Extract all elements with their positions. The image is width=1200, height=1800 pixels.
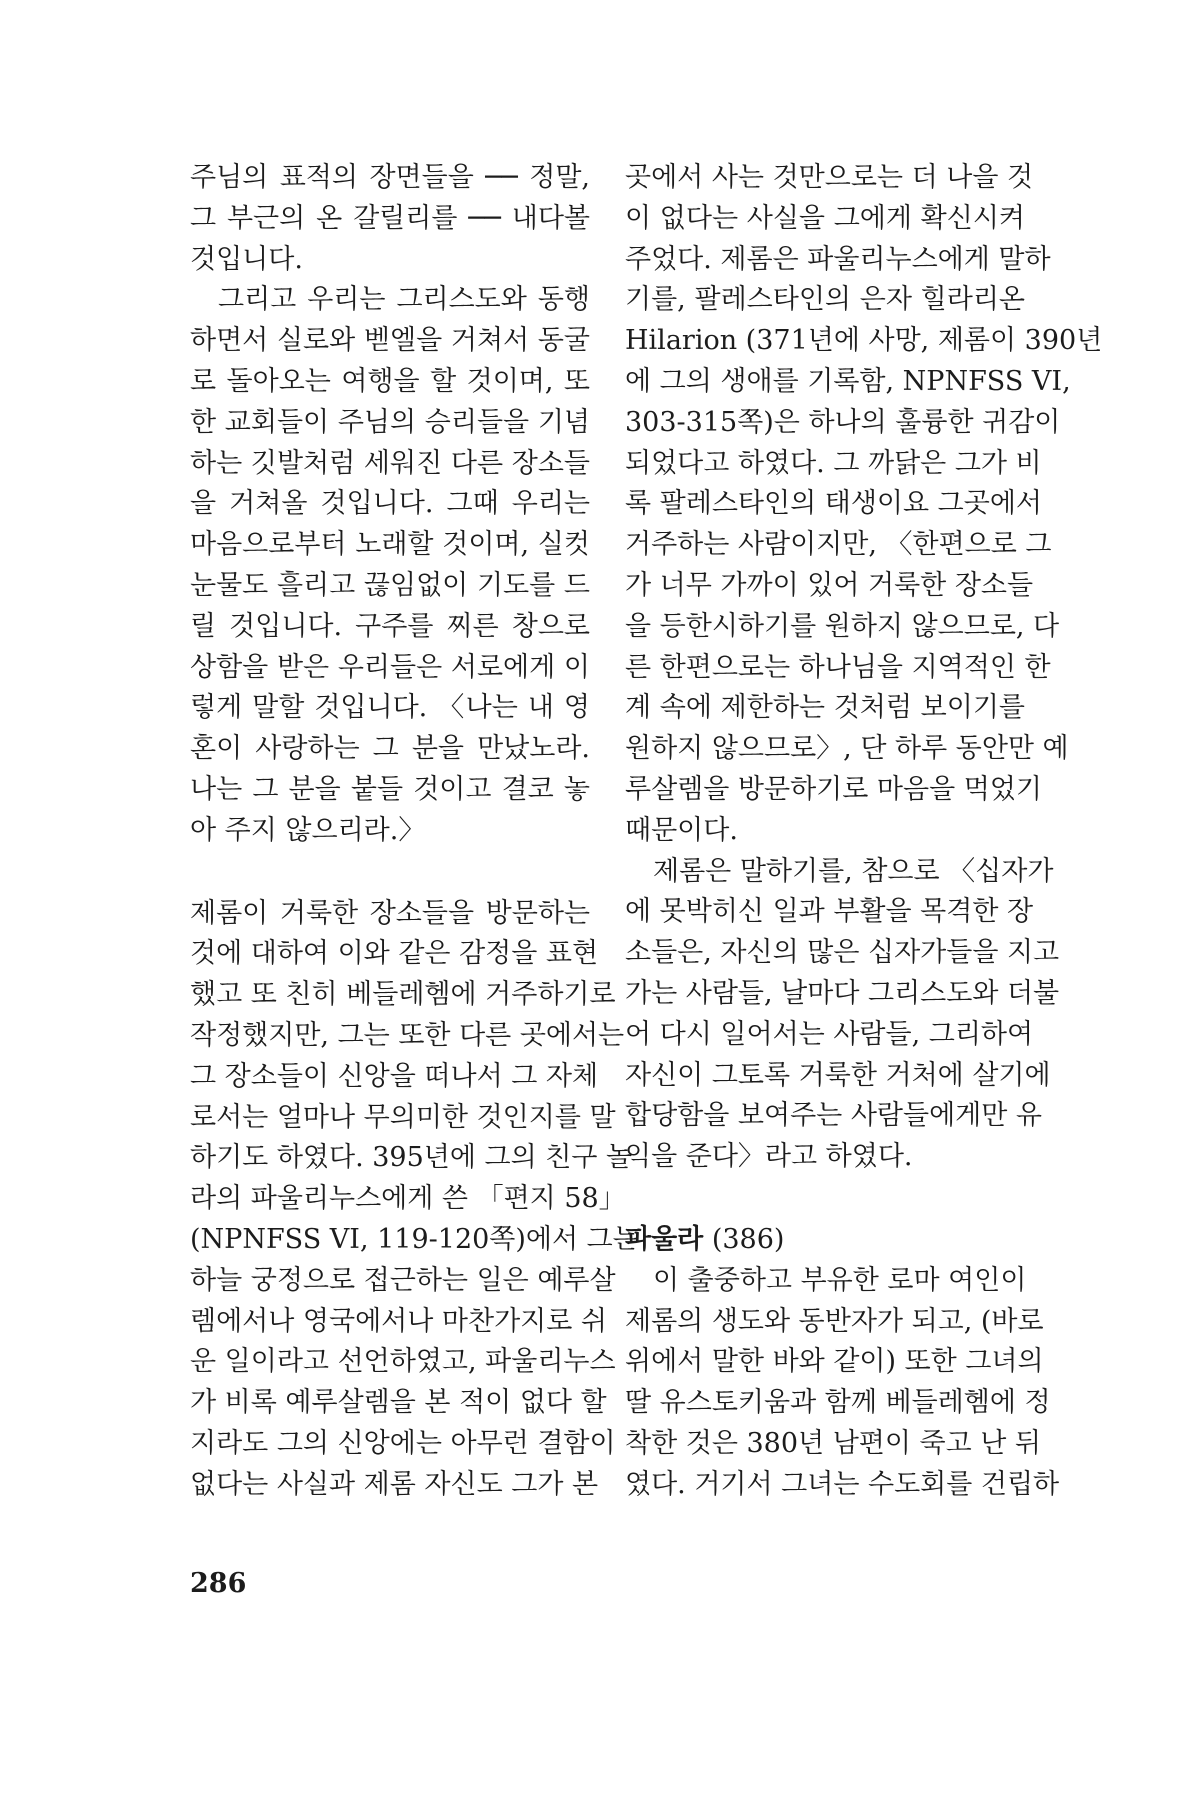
- text-line: 하늘 궁정으로 접근하는 일은 예루살: [190, 1264, 616, 1296]
- text-line: 하는 깃발처럼 세워진 다른 장소들: [190, 447, 590, 479]
- text-line: 위에서 말한 바와 같이) 또한 그녀의: [625, 1346, 1044, 1378]
- text-line: 나는 그 분을 붙들 것이고 결코 놓: [190, 773, 590, 805]
- text-line: 로서는 얼마나 무의미한 것인지를 말: [190, 1101, 616, 1133]
- text-line: 가 비록 예루살렘을 본 적이 없다 할: [190, 1387, 607, 1419]
- text-line: 그 장소들이 신앙을 떠나서 그 자체: [190, 1060, 599, 1092]
- text-line: 곳에서 사는 것만으로는 더 나을 것: [625, 162, 1034, 193]
- text-line: 마음으로부터 노래할 것이며, 실컷: [190, 529, 590, 561]
- text-line: 렇게 말할 것입니다. 〈나는 내 영: [190, 692, 590, 724]
- text-line: 이 출중하고 부유한 로마 여인이: [653, 1264, 1027, 1296]
- text-line: 루살렘을 방문하기로 마음을 먹었기: [625, 773, 1042, 805]
- left-paragraph-1: [190, 158, 590, 280]
- text-line: 혼이 사랑하는 그 분을 만났노라.: [190, 733, 590, 765]
- paragraph-gap: [190, 852, 590, 894]
- text-line: 딸 유스토키움과 함께 베들레헴에 정: [625, 1387, 1051, 1419]
- paragraph-gap: [625, 1178, 1025, 1220]
- text-line: 익을 준다〉라고 하였다.: [625, 1141, 913, 1173]
- text-line: 했고 또 친히 베들레헴에 거주하기로: [190, 979, 616, 1011]
- right-paragraph-2: [625, 852, 1060, 1178]
- page-number: 286: [190, 1568, 247, 1599]
- text-line: 것입니다.: [190, 243, 303, 275]
- right-paragraph-3: [625, 1261, 1060, 1506]
- text-line: Hilarion (371년에 사망, 제롬이 390년: [625, 325, 1103, 357]
- text-line: 소들은, 자신의 많은 십자가들을 지고: [625, 937, 1060, 969]
- text-line: 록 팔레스타인의 태생이요 그곳에서: [625, 488, 1042, 520]
- text-line: 제롬이 거룩한 장소들을 방문하는: [190, 897, 590, 929]
- left-paragraph-2: [190, 280, 590, 851]
- text-line: 303-315쪽)은 하나의 훌륭한 귀감이: [625, 406, 1061, 438]
- text-line: 하면서 실로와 벧엘을 거쳐서 동굴: [190, 325, 590, 357]
- text-line: (NPNFSS VI, 119-120쪽)에서 그는: [190, 1223, 639, 1255]
- text-line: 아 주지 않으리라.〉: [190, 814, 426, 846]
- text-line: 가 너무 가까이 있어 거룩한 장소들: [625, 569, 1034, 601]
- text-line: 작정했지만, 그는 또한 다른 곳에서는: [190, 1019, 625, 1051]
- section-heading-title: 파울라: [625, 1223, 704, 1255]
- text-line: 한 교회들이 주님의 승리들을 기념: [190, 406, 590, 438]
- text-line: 자신이 그토록 거룩한 거처에 살기에: [625, 1059, 1051, 1091]
- text-line: 로 돌아오는 여행을 할 것이며, 또: [190, 365, 590, 397]
- text-line: 에 그의 생애를 기록함, NPNFSS VI,: [625, 365, 1071, 397]
- text-line: 이 없다는 사실을 그에게 확신시켜: [625, 202, 1025, 234]
- section-heading: [625, 1220, 1025, 1261]
- left-column: [190, 158, 639, 1506]
- text-line: 지라도 그의 신앙에는 아무런 결함이: [190, 1427, 616, 1459]
- right-paragraph-1: [625, 158, 1103, 852]
- text-line: 기를, 팔레스타인의 은자 힐라리온: [625, 284, 1025, 316]
- section-heading-year: (386): [711, 1223, 785, 1255]
- text-line: 원하지 않으므로〉, 단 하루 동안만 예: [625, 733, 1069, 765]
- text-line: 하기도 하였다. 395년에 그의 친구 놀: [190, 1142, 633, 1174]
- text-line: 른 한편으로는 하나님을 지역적인 한: [625, 651, 1051, 683]
- text-line: 주님의 표적의 장면들을 ── 정말,: [190, 162, 590, 193]
- text-line: 거주하는 사람이지만, 〈한편으로 그: [625, 529, 1052, 561]
- text-line: 에 못박히신 일과 부활을 목격한 장: [625, 896, 1034, 928]
- right-column: [625, 158, 1103, 1506]
- text-line: 가는 사람들, 날마다 그리스도와 더불: [625, 977, 1060, 1009]
- text-line: 라의 파울리누스에게 쓴 「편지 58」: [190, 1183, 626, 1215]
- text-line: 였다. 거기서 그녀는 수도회를 건립하: [625, 1468, 1060, 1500]
- text-line: 때문이다.: [625, 814, 738, 846]
- text-line: 착한 것은 380년 남편이 죽고 난 뒤: [625, 1427, 1042, 1459]
- text-line: 계 속에 제한하는 것처럼 보이기를: [625, 692, 1025, 724]
- text-line: 되었다고 하였다. 그 까닭은 그가 비: [625, 447, 1042, 479]
- text-line: 제롬은 말하기를, 참으로 〈십자가: [653, 855, 1054, 887]
- text-line: 을 거쳐올 것입니다. 그때 우리는: [190, 488, 590, 520]
- text-line: 렘에서나 영국에서나 마찬가지로 쉬: [190, 1305, 607, 1337]
- text-line: 합당함을 보여주는 사람들에게만 유: [625, 1100, 1042, 1132]
- text-line: 제롬의 생도와 동반자가 되고, (바로: [625, 1305, 1044, 1337]
- text-line: 상함을 받은 우리들은 서로에게 이: [190, 651, 590, 683]
- text-line: 그 부근의 온 갈릴리를 ── 내다볼: [190, 202, 590, 234]
- text-line: 어 다시 일어서는 사람들, 그리하여: [625, 1018, 1034, 1050]
- text-line: 것에 대하여 이와 같은 감정을 표현: [190, 938, 599, 970]
- text-line: 주었다. 제롬은 파울리누스에게 말하: [625, 243, 1051, 275]
- text-line: 을 등한시하기를 원하지 않으므로, 다: [625, 610, 1060, 642]
- text-line: 눈물도 흘리고 끊임없이 기도를 드: [190, 569, 590, 601]
- text-line: 없다는 사실과 제롬 자신도 그가 본: [190, 1468, 599, 1500]
- text-line: 그리고 우리는 그리스도와 동행: [218, 284, 590, 316]
- text-line: 릴 것입니다. 구주를 찌른 창으로: [190, 610, 590, 642]
- text-line: 운 일이라고 선언하였고, 파울리누스: [190, 1346, 616, 1378]
- left-paragraph-3: [190, 894, 639, 1506]
